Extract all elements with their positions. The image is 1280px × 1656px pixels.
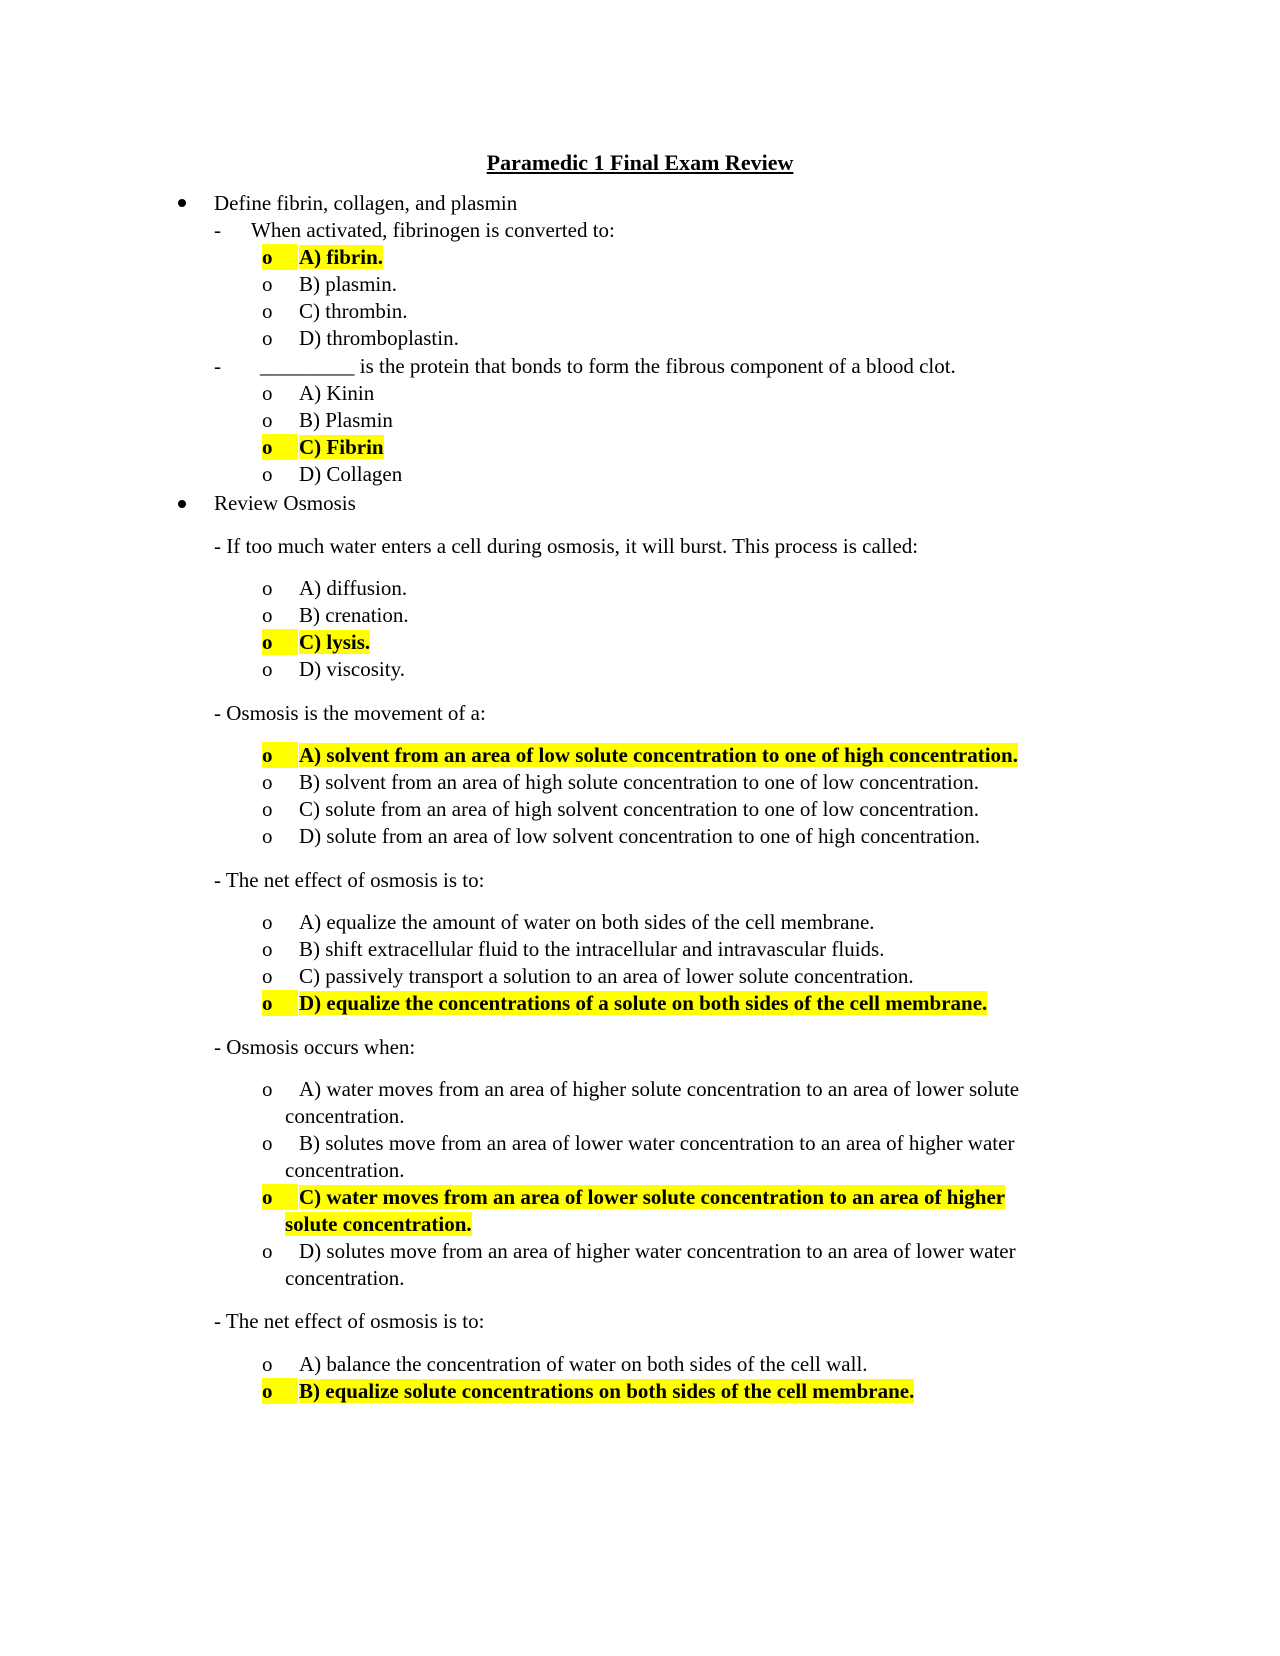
option-text-continuation — [285, 1211, 472, 1237]
option-text-line: A) fibrin. — [299, 245, 383, 269]
option-text — [299, 936, 884, 962]
option-marker-icon: o — [262, 1184, 298, 1210]
question-stem: - If too much water enters a cell during osmosis, it will burst. This process is called: — [214, 534, 919, 558]
option-text-line: B) equalize solute concentrations on both sides of the cell membrane. — [299, 1379, 915, 1403]
option-text — [299, 271, 397, 297]
option-text-line: C) water moves from an area of lower solute concentration to an area of higher — [299, 1185, 1006, 1209]
option-text — [299, 796, 979, 822]
option-marker-icon: o — [262, 1239, 273, 1263]
option-marker-icon: o — [262, 1077, 273, 1101]
option-text — [299, 1076, 1019, 1102]
option-marker-icon: o — [262, 408, 273, 432]
option-marker-icon: o — [262, 990, 298, 1016]
option-text-line: B) plasmin. — [299, 272, 397, 296]
option-text-line: D) thromboplastin. — [299, 326, 459, 350]
option-text — [299, 1378, 914, 1404]
option-marker-icon: o — [262, 797, 273, 821]
option-marker-icon: o — [262, 824, 273, 848]
option-text — [299, 1130, 1014, 1156]
option-marker-icon: o — [262, 434, 298, 460]
option-text-line: D) solute from an area of low solvent concentration to one of high concentration. — [299, 824, 981, 848]
option-text — [299, 298, 408, 324]
dash-marker: - — [214, 218, 221, 242]
option-marker-icon: o — [262, 742, 298, 768]
option-text — [299, 244, 383, 270]
option-marker-icon: o — [262, 381, 273, 405]
option-text-continuation — [285, 1265, 405, 1291]
option-text-continuation — [285, 1157, 405, 1183]
option-text — [299, 1351, 868, 1377]
option-text-line: C) Fibrin — [299, 435, 384, 459]
option-text-line: B) crenation. — [299, 603, 409, 627]
option-text-line: C) solute from an area of high solvent concentration to one of low concentration. — [299, 797, 979, 821]
option-text — [299, 434, 384, 460]
option-text-line: A) Kinin — [299, 381, 375, 405]
option-marker-icon: o — [262, 1131, 273, 1155]
question-stem: - The net effect of osmosis is to: — [214, 868, 485, 892]
option-marker-icon: o — [262, 1352, 273, 1376]
option-marker-icon: o — [262, 462, 273, 486]
option-text-continuation — [285, 1103, 405, 1129]
question-stem: - The net effect of osmosis is to: — [214, 1309, 485, 1333]
option-text — [299, 575, 407, 601]
dash-marker: - — [214, 354, 221, 378]
option-text-line: concentration. — [285, 1158, 405, 1182]
option-text — [299, 909, 875, 935]
option-text — [299, 407, 393, 433]
option-text — [299, 742, 1018, 768]
bullet-point-icon — [178, 500, 186, 508]
option-text — [299, 963, 914, 989]
question-stem: - Osmosis is the movement of a: — [214, 701, 486, 725]
option-marker-icon: o — [262, 657, 273, 681]
option-text — [299, 769, 979, 795]
option-marker-icon: o — [262, 244, 298, 270]
bullet-point-icon — [178, 199, 186, 207]
option-text — [299, 380, 374, 406]
question-stem: - Osmosis occurs when: — [214, 1035, 416, 1059]
option-text-line: A) solvent from an area of low solute concentration to one of high concentration. — [299, 743, 1018, 767]
option-marker-icon: o — [262, 964, 273, 988]
option-text — [299, 1184, 1005, 1210]
option-marker-icon: o — [262, 603, 273, 627]
option-text-line: A) equalize the amount of water on both sides of the cell membrane. — [299, 910, 875, 934]
option-text-line: C) thrombin. — [299, 299, 408, 323]
option-text-line: D) viscosity. — [299, 657, 405, 681]
option-text-line: solute concentration. — [285, 1212, 472, 1236]
option-text-line: A) diffusion. — [299, 576, 408, 600]
option-text-line: A) water moves from an area of higher solute concentration to an area of lower solute — [299, 1077, 1020, 1101]
option-marker-icon: o — [262, 299, 273, 323]
option-marker-icon: o — [262, 910, 273, 934]
option-text-line: D) Collagen — [299, 462, 403, 486]
option-text-line: C) passively transport a solution to an area of lower solute concentration. — [299, 964, 914, 988]
option-marker-icon: o — [262, 576, 273, 600]
option-text — [299, 461, 402, 487]
option-text — [299, 602, 409, 628]
option-text — [299, 325, 459, 351]
option-marker-icon: o — [262, 326, 273, 350]
option-text-line: B) solvent from an area of high solute concentration to one of low concentration. — [299, 770, 979, 794]
option-text — [299, 629, 370, 655]
option-text-line: B) shift extracellular fluid to the intracellular and intravascular fluids. — [299, 937, 885, 961]
option-text-line: D) equalize the concentrations of a solute on both sides of the cell membrane. — [299, 991, 988, 1015]
option-text-line: A) balance the concentration of water on both sides of the cell wall. — [299, 1352, 868, 1376]
question-stem: _________ is the protein that bonds to form the fibrous component of a blood clot. — [260, 354, 956, 378]
option-marker-icon: o — [262, 770, 273, 794]
question-stem: When activated, fibrinogen is converted to: — [251, 218, 615, 242]
option-marker-icon: o — [262, 1378, 298, 1404]
option-text-line: D) solutes move from an area of higher water concentration to an area of lower water — [299, 1239, 1016, 1263]
option-text — [299, 990, 987, 1016]
option-text — [299, 656, 405, 682]
option-marker-icon: o — [262, 937, 273, 961]
option-text-line: concentration. — [285, 1266, 405, 1290]
page-title: Paramedic 1 Final Exam Review — [486, 150, 794, 175]
section-heading: Review Osmosis — [214, 491, 356, 515]
option-text — [299, 1238, 1016, 1264]
section-heading: Define fibrin, collagen, and plasmin — [214, 191, 518, 215]
option-text-line: C) lysis. — [299, 630, 371, 654]
option-text-line: B) solutes move from an area of lower water concentration to an area of higher water — [299, 1131, 1015, 1155]
option-text — [299, 823, 980, 849]
option-marker-icon: o — [262, 272, 273, 296]
option-marker-icon: o — [262, 629, 298, 655]
option-text-line: B) Plasmin — [299, 408, 393, 432]
option-text-line: concentration. — [285, 1104, 405, 1128]
